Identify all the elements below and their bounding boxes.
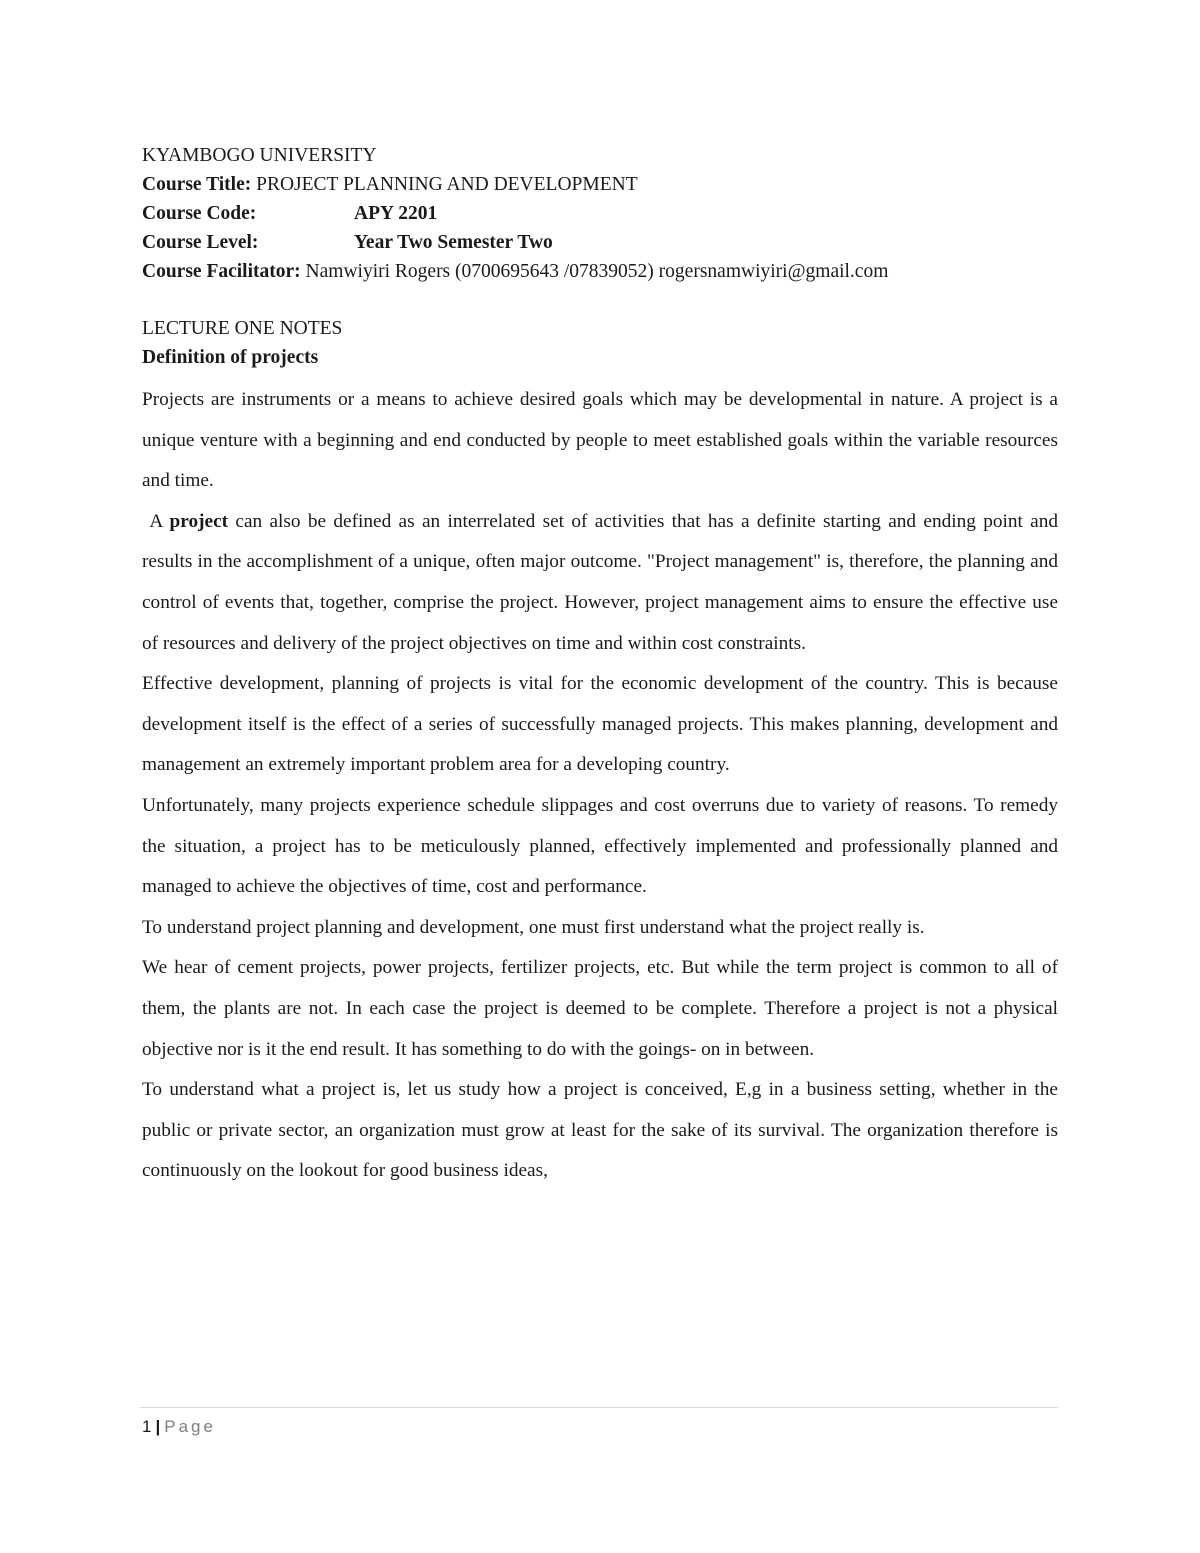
course-title-value: PROJECT PLANNING AND DEVELOPMENT — [256, 174, 638, 195]
footer-divider — [140, 1407, 1058, 1408]
paragraph-3: Effective development, planning of projects is vital for the economic development of the country. This is because development itself is the effect of a series of successfully managed projects. This makes planning, development and management an extremely important problem area for a developing country. — [142, 673, 1058, 776]
body-text — [142, 380, 1058, 1192]
facilitator-line — [142, 257, 1072, 286]
course-title-label: Course Title: — [142, 174, 252, 195]
facilitator-value: Namwiyiri Rogers (0700695643 /07839052) rogersnamwiyiri@gmail.com — [305, 261, 889, 282]
paragraph-2-bold-term: project — [169, 510, 229, 532]
paragraph-2-rest: can also be defined as an interrelated set of activities that has a definite starting and ending point and results in the accomplishment of a unique, often major outcome. "Project management" is, therefore, the planning and control of events that, together, comprise the project. However, project management aims to ensure the effective use of resources and delivery of the project objectives on time and within cost constraints. — [142, 510, 1059, 654]
paragraph-7: To understand what a project is, let us study how a project is conceived, E,g in a business setting, whether in the public or private sector, an organization must grow at least for the sake of its survival. The organization therefore is continuously on the lookout for good business ideas, — [142, 1079, 1058, 1182]
paragraph-4: Unfortunately, many projects experience schedule slippages and cost overruns due to variety of reasons. To remedy the situation, a project has to be meticulously planned, effectively implemented and professionally planned and managed to achieve the objectives of time, cost and performance. — [142, 794, 1058, 898]
course-code-line — [142, 199, 1072, 228]
lecture-heading — [142, 314, 342, 372]
page-number: 1 — [142, 1417, 152, 1436]
section-heading: Definition of projects — [142, 347, 319, 368]
course-title-line — [142, 170, 1072, 199]
lecture-title: LECTURE ONE NOTES — [142, 318, 343, 339]
page-footer — [142, 1414, 216, 1440]
course-level-label: Course Level: — [142, 232, 259, 253]
facilitator-label: Course Facilitator: — [142, 261, 301, 282]
course-header — [142, 141, 1072, 286]
paragraph-2-lead: A — [149, 510, 170, 532]
course-level-value: Year Two Semester Two — [354, 232, 553, 253]
university-name: KYAMBOGO UNIVERSITY — [142, 145, 377, 166]
page-label: Page — [164, 1417, 216, 1436]
paragraph-2 — [142, 502, 1058, 664]
paragraph-1: Projects are instruments or a means to achieve desired goals which may be developmental in nature. A project is a unique venture with a beginning and end conducted by people to meet established goals within the variable resources and time. — [142, 389, 1058, 492]
course-code-label: Course Code: — [142, 203, 257, 224]
course-code-value: APY 2201 — [354, 203, 438, 224]
footer-separator: | — [155, 1417, 161, 1436]
course-level-line — [142, 228, 1072, 257]
paragraph-6: We hear of cement projects, power projects, fertilizer projects, etc. But while the term project is common to all of them, the plants are not. In each case the project is deemed to be complete. Therefore a project is not a physical objective nor is it the end result. It has something to do with the goings- on in between. — [142, 957, 1058, 1060]
paragraph-5: To understand project planning and development, one must first understand what the project really is. — [142, 916, 925, 938]
university-line — [142, 141, 1072, 170]
